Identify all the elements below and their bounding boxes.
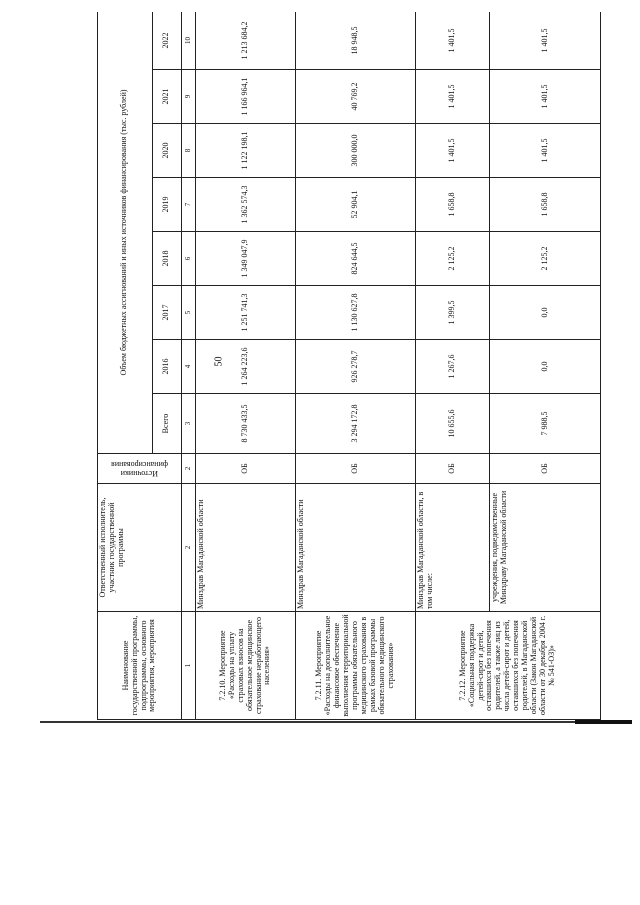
- row-value: 926 278,7: [296, 340, 416, 394]
- row-value: 0,0: [490, 340, 601, 394]
- row-value: 1 166 964,1: [196, 70, 296, 124]
- table-row: [296, 12, 416, 720]
- row-executor: Минздрав Магаданской области: [296, 484, 416, 612]
- header-name: Наименование государственной программы, подпрограммы, основного мероприятия, мероприятия: [98, 612, 182, 720]
- column-index: 5: [182, 286, 196, 340]
- row-value: 1 401,5: [490, 12, 601, 70]
- column-index: 3: [182, 394, 196, 454]
- row-value: 824 644,5: [296, 232, 416, 286]
- row-value: 18 948,5: [296, 12, 416, 70]
- row-value: 1 362 574,3: [196, 178, 296, 232]
- header-year: 2018: [152, 232, 181, 286]
- financing-table: [97, 12, 601, 720]
- row-name: 7.2.12. Мероприятие «Социальная поддержка детей-сирот и детей, оставшихся без попечения родителей, а также лиц из числа детей-сирот и детей, оставшихся без попечения родителей, в Магаданской области (Закон Магаданской области от 30 декабря 2004 г. № 541-ОЗ)»: [415, 612, 600, 720]
- row-value: 40 769,2: [296, 70, 416, 124]
- row-source: ОБ: [490, 454, 601, 484]
- table-rotator: [97, 12, 601, 720]
- row-executor: Минздрав Магаданской области: [196, 484, 296, 612]
- header-year: 2016: [152, 340, 181, 394]
- column-index: 7: [182, 178, 196, 232]
- header-year: 2020: [152, 124, 181, 178]
- row-value: 1 264 223,6: [196, 340, 296, 394]
- column-index: 10: [182, 12, 196, 70]
- row-value: 0,0: [490, 286, 601, 340]
- row-source: ОБ: [196, 454, 296, 484]
- row-total: 8 730 433,5: [196, 394, 296, 454]
- header-total: Всего: [152, 394, 181, 454]
- table-row: [196, 12, 296, 720]
- row-value: 1 349 047,9: [196, 232, 296, 286]
- rotated-page-area: [97, 12, 601, 720]
- column-index: 1: [182, 612, 196, 720]
- row-value: 1 213 684,2: [196, 12, 296, 70]
- row-value: 1 401,5: [415, 70, 489, 124]
- row-total: 3 294 172,8: [296, 394, 416, 454]
- row-total: 10 655,6: [415, 394, 489, 454]
- page-number: 50: [213, 356, 225, 367]
- column-index: 9: [182, 70, 196, 124]
- header-year: 2022: [152, 12, 181, 70]
- header-year: 2017: [152, 286, 181, 340]
- row-value: 1 401,5: [415, 124, 489, 178]
- column-index: 8: [182, 124, 196, 178]
- header-row: [98, 12, 153, 720]
- table-row: [415, 12, 489, 720]
- row-value: 1 251 741,3: [196, 286, 296, 340]
- row-value: 1 122 198,1: [196, 124, 296, 178]
- row-value: 1 401,5: [415, 12, 489, 70]
- header-year: 2019: [152, 178, 181, 232]
- row-value: 1 130 627,8: [296, 286, 416, 340]
- row-value: 1 267,6: [415, 340, 489, 394]
- header-year: 2021: [152, 70, 181, 124]
- header-executor: Ответственный исполнитель, участник государственной программы: [98, 484, 182, 612]
- column-index-row: [182, 12, 196, 720]
- header-source-text: Источники финансирования: [111, 460, 168, 479]
- row-value: 1 401,5: [490, 124, 601, 178]
- row-value: 52 904,1: [296, 178, 416, 232]
- row-value: 2 125,2: [415, 232, 489, 286]
- header-volume: Объем бюджетных ассигнований и иных источников финансирования (тыс. рублей): [98, 12, 153, 454]
- horizontal-rule: [40, 721, 632, 723]
- row-executor: Минздрав Магаданской области, в том числе:: [415, 484, 489, 612]
- row-name: 7.2.10. Мероприятие «Расходы на уплату страховых взносов на обязательное медицинское страхование неработающего населения»: [196, 612, 296, 720]
- row-value: 1 399,5: [415, 286, 489, 340]
- row-value: 1 401,5: [490, 70, 601, 124]
- row-value: 1 658,8: [490, 178, 601, 232]
- row-total: 7 988,5: [490, 394, 601, 454]
- row-source: ОБ: [415, 454, 489, 484]
- column-index: 2: [182, 454, 196, 484]
- header-source: [98, 454, 182, 484]
- column-index: 6: [182, 232, 196, 286]
- column-index: 4: [182, 340, 196, 394]
- horizontal-rule-end: [575, 720, 632, 724]
- column-index: 2: [182, 484, 196, 612]
- row-value: 2 125,2: [490, 232, 601, 286]
- row-value: 1 658,8: [415, 178, 489, 232]
- row-executor: учреждения, подведомственные Минздраву Магаданской области: [490, 484, 601, 612]
- row-value: 300 000,0: [296, 124, 416, 178]
- row-source: ОБ: [296, 454, 416, 484]
- row-name: 7.2.11. Мероприятие «Расходы на дополнительное финансовое обеспечение выполнения территориальной программы обязательного медицинского страхования в рамках базовой программы обязательного медицинского страхования»: [296, 612, 416, 720]
